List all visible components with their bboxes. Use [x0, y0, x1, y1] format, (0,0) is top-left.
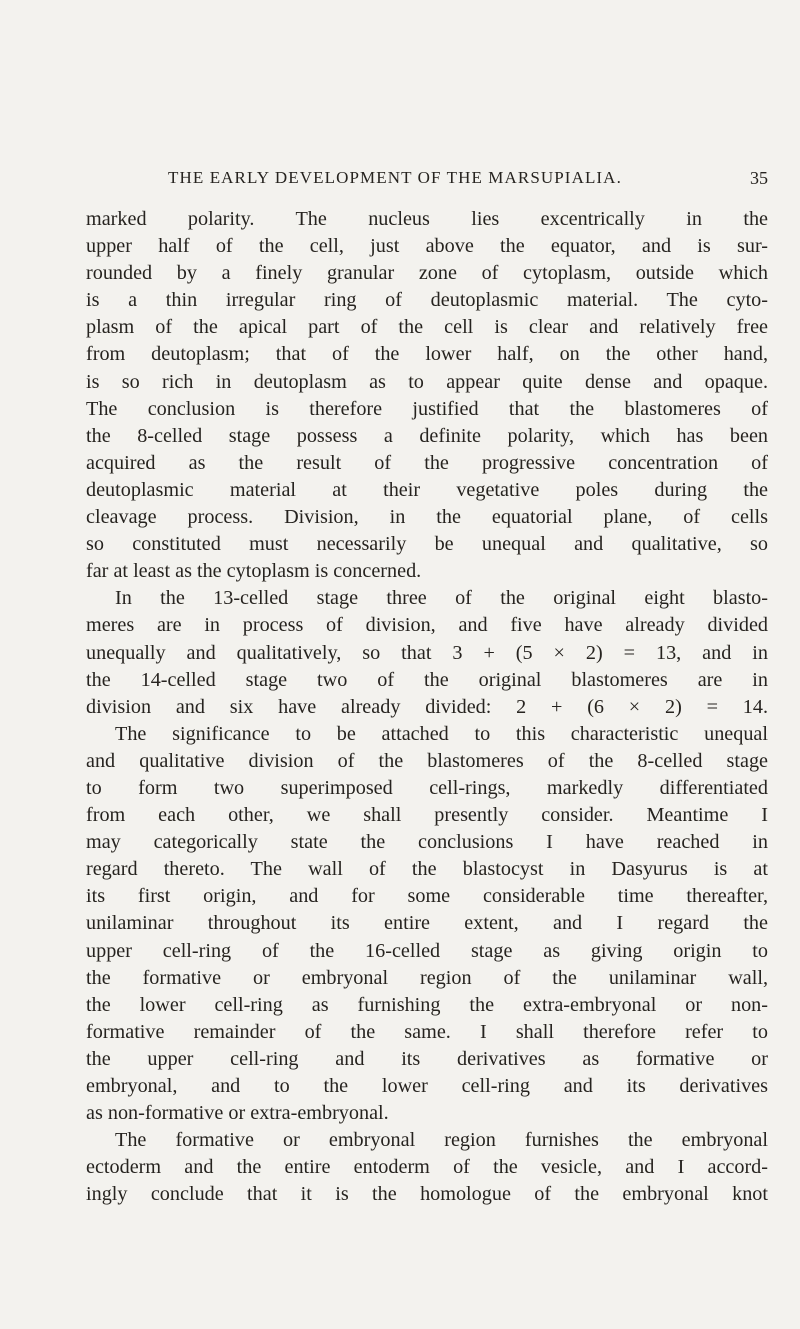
text-line: cleavage process. Division, in the equatorial plane, of cells	[86, 506, 768, 529]
text-line: its first origin, and for some considerable time thereafter,	[86, 885, 768, 908]
text-line: the upper cell-ring and its derivatives as formative or	[86, 1047, 768, 1070]
text-line: to form two superimposed cell-rings, markedly differentiated	[86, 776, 768, 799]
page-number: 35	[750, 168, 768, 188]
text-line: may categorically state the conclusions I have reached in	[86, 831, 768, 854]
text-line: the 14-celled stage two of the original blastomeres are in	[86, 668, 768, 691]
text-line: from each other, we shall presently consider. Meantime I	[86, 804, 768, 827]
text-line: deutoplasmic material at their vegetative poles during the	[86, 478, 768, 501]
text-line: acquired as the result of the progressive concentration of	[86, 451, 768, 474]
text-line: unequally and qualitatively, so that 3 + (5 × 2) = 13, and in	[86, 641, 768, 664]
text-line: as non-formative or extra-embryonal.	[86, 1102, 389, 1125]
text-line: embryonal, and to the lower cell-ring and its derivatives	[86, 1075, 768, 1097]
text-line: is so rich in deutoplasm as to appear quite dense and opaque.	[86, 370, 768, 393]
text-line: The significance to be attached to this characteristic unequal	[115, 722, 768, 745]
text-line: the formative or embryonal region of the unilaminar wall,	[86, 966, 768, 989]
running-title: THE EARLY DEVELOPMENT OF THE MARSUPIALIA.	[168, 168, 622, 187]
running-head	[168, 168, 768, 194]
text-line: far at least as the cytoplasm is concerned.	[86, 560, 422, 583]
text-line: The formative or embryonal region furnishes the embryonal	[115, 1129, 768, 1152]
text-line: the lower cell-ring as furnishing the extra-embryonal or non-	[86, 993, 768, 1016]
body-text	[86, 206, 768, 1208]
text-line: the 8-celled stage possess a definite polarity, which has been	[86, 424, 768, 447]
text-line: upper cell-ring of the 16-celled stage as giving origin to	[86, 939, 768, 962]
text-line: ectoderm and the entire entoderm of the vesicle, and I accord-	[86, 1156, 768, 1179]
text-line: formative remainder of the same. I shall therefore refer to	[86, 1020, 768, 1043]
text-line: so constituted must necessarily be unequal and qualitative, so	[86, 533, 768, 556]
text-line: plasm of the apical part of the cell is clear and relatively free	[86, 316, 768, 339]
text-line: division and six have already divided: 2 + (6 × 2) = 14.	[86, 695, 768, 718]
text-line: In the 13-celled stage three of the original eight blasto-	[115, 587, 768, 610]
text-line: regard thereto. The wall of the blastocyst in Dasyurus is at	[86, 858, 768, 881]
text-line: unilaminar throughout its entire extent, and I regard the	[86, 912, 768, 935]
text-line: from deutoplasm; that of the lower half, on the other hand,	[86, 343, 768, 366]
text-line: The conclusion is therefore justified that the blastomeres of	[86, 397, 768, 420]
text-line: marked polarity. The nucleus lies excentrically in the	[86, 208, 768, 230]
text-line: upper half of the cell, just above the equator, and is sur-	[86, 235, 768, 258]
text-line: meres are in process of division, and five have already divided	[86, 614, 768, 637]
text-line: ingly conclude that it is the homologue of the embryonal knot	[86, 1183, 768, 1206]
text-line: rounded by a finely granular zone of cytoplasm, outside which	[86, 262, 768, 285]
text-line: is a thin irregular ring of deutoplasmic material. The cyto-	[86, 289, 768, 312]
text-line: and qualitative division of the blastomeres of the 8-celled stage	[86, 749, 768, 772]
